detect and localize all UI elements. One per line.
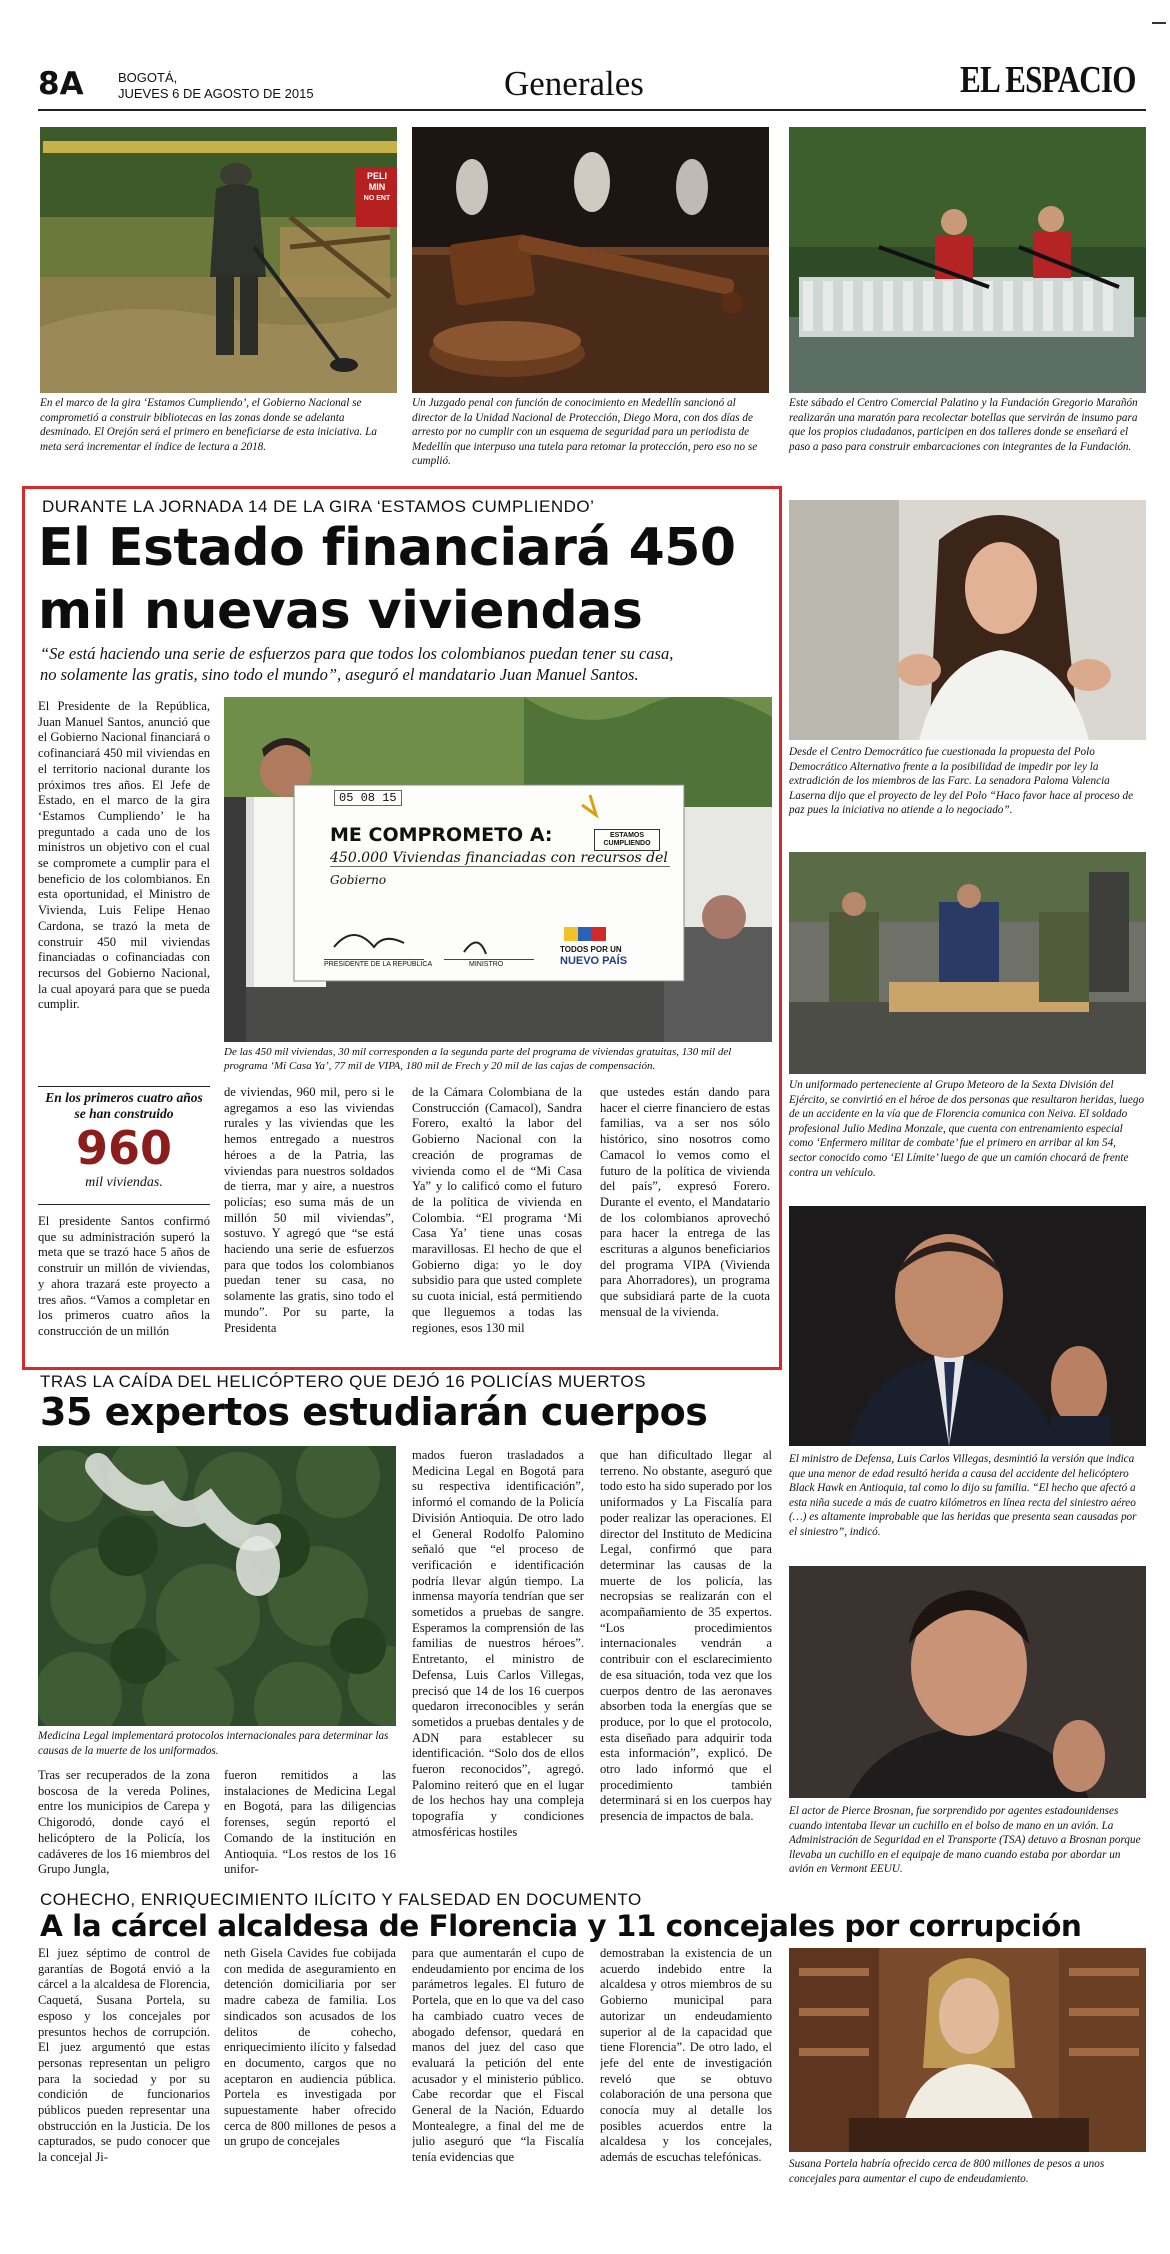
headline: A la cárcel alcaldesa de Florencia y 11 concejales por corrupción [40, 1909, 1082, 1943]
kicker: COHECHO, ENRIQUECIMIENTO ILÍCITO Y FALSEDAD EN DOCUMENTO [40, 1890, 642, 1909]
deck-line2: no solamente las gratis, sino todo el mundo”, aseguró el mandatario Juan Manuel Santos. [40, 665, 639, 684]
body-column: fueron remitidos a las instalaciones de Medicina Legal en Bogotá, para las diligencias forenses, según reportó el Comando de la institución en Antioquia. “Los restos de los 16 unifor- [224, 1768, 396, 1877]
masthead: EL ESPACIO [960, 59, 1136, 101]
check-line2: Gobierno [330, 873, 387, 887]
headline-line1: El Estado financiará 450 [38, 518, 736, 578]
photo-soldier-rescue [789, 852, 1146, 1074]
kicker: DURANTE LA JORNADA 14 DE LA GIRA ‘ESTAMOS CUMPLIENDO’ [42, 497, 595, 516]
caption-deminer: En el marco de la gira ‘Estamos Cumpliendo’, el Gobierno Nacional se comprometió a construir bibliotecas en las zonas donde se adelanta desminado. El Orejón será el primero en beneficiarse de esta iniciativa. La meta será incrementar el índice de lectura a 2018. [40, 397, 377, 453]
caption-defense-minister: El ministro de Defensa, Luis Carlos Villegas, desmintió la versión que indica que una menor de edad resultó herida a causa del accidente del helicóptero Black Hawk en Antioquia, tal como lo dijo su familia. “El hecho que afectó a esta niña sucede a más de cuatro kilómetros en línea recta del siniestro aéreo (…) es altamente improbable que las heridas que presenta sean causadas por el siniestro”, indicó. [789, 1453, 1137, 1538]
body-column: que han dificultado llegar al terreno. No obstante, aseguró que todo esto ha sido superado por los uniformados y La Fiscalía para poder realizar las operaciones. El director del Instituto de Medicina Legal, confirmó que para determinar las causas de la muerte de los policía, las necropsias se realizarán con el acompañamiento de 35 expertos. “Los procedimientos internacionales vendrán a contribuir con el esclarecimiento de esa situación, toda vez que los cuerpos dentro de las aeronaves absorben toda la energías que se produce, por lo que el protocolo, esta diseñado para adquirir toda esta información”, explicó. De otro lado informó que el procedimiento también determinará si en los cuerpos hay presencia de impactos de bala. [600, 1448, 772, 1824]
photo-caption: De las 450 mil viviendas, 30 mil corresponden a la segunda parte del programa de viviendas gratuitas, 130 mil del programa ‘Mi Casa Ya’, 77 mil de VIPA, 180 mil de Frech y 20 mil de las cajas de compensación. [224, 1046, 732, 1072]
sign-text [358, 171, 396, 204]
sign-text-line: MIN [368, 182, 386, 192]
body-column: para que aumentarán el cupo de endeudamiento por encima de los parámetros legales. El futuro de Portela, que en lo que va del caso ha cambiado cuatro veces de abogado defensor, quedará en manos del juez del caso que evaluará la petición del ente acusador y el ministerio público. Cabe recordar que el Fiscal General de la Nación, Eduardo Montealegre, a final del me de julio aseguró que “la Fiscalía tenía evidencias que [412, 1946, 584, 2165]
deck-line1: “Se está haciendo una serie de esfuerzos para que todos los colombianos puedan tener su casa, [40, 644, 674, 663]
headline-line2: mil nuevas viviendas [38, 581, 643, 641]
photo-gavel [412, 127, 769, 393]
body-column: que ustedes están dando para hacer el cierre financiero de estas familias, va a ser nos sólo histórico, sino nosotros como Camacol lo vemos como el futuro de la política de vivienda del país”, expresó Forero. Durante el evento, el Mandatario de los colombianos aprovechó para hacer la entrega de las escrituras a algunos beneficiarios del programa VIPA (Vivienda para Ahorradores), un programa que subsidiará parte de la cuota mensual de la vivienda. [600, 1085, 770, 1319]
header-city: BOGOTÁ, [118, 70, 178, 85]
corner-mark [1152, 22, 1166, 24]
section-title: Generales [504, 64, 644, 103]
photo-pierce-brosnan [789, 1566, 1146, 1798]
photo-caption: Medicina Legal implementará protocolos internacionales para determinar las causas de la muerte de los uniformados. [38, 1730, 389, 1757]
caption-soldier-rescue: Un uniformado perteneciente al Grupo Meteoro de la Sexta División del Ejército, se convirtió en el héroe de dos personas que resultaron heridas, luego de un accidente en la vía que de Florencia comunica con Neiva. El soldado profesional Julio Medina Monzale, que cuenta con entrenamiento especial como ‘Enfermero militar de combate’ fue el primero en arribar al km 54, sector conocido como ‘El Límite’ luego de que un camión chocará de frente contra un vehículo. [789, 1079, 1145, 1179]
page-number: 8A [38, 66, 84, 102]
caption-paloma-valencia: Desde el Centro Democrático fue cuestionada la propuesta del Polo Democrático Alternativo frente a la posibilidad de impedir por ley la extradición de los miembros de las Farc. La senadora Paloma Valencia Laserna dijo que el proyecto de ley del Polo “Haco favor hace al proceso de paz pues la iniciativa no atiende a lo negociado”. [789, 746, 1134, 817]
pull-quote-unit: mil viviendas. [85, 1175, 163, 1190]
body-column: El juez séptimo de control de garantías de Bogotá envió a la cárcel a la alcaldesa de Florencia, Caquetá, Susana Portela, su esposo y los concejales por presuntos hechos de corrupción. El juez argumentó que estas personas representan un peligro para la sociedad y por su condición de funcionarios públicos pueden representar una obstrucción en la Justicia. De los capturados, se pudo conocer que la concejal Ji- [38, 1946, 210, 2165]
pull-rule-bottom [38, 1204, 210, 1205]
body-column: de viviendas, 960 mil, pero si le agregamos a eso las viviendas rurales y las viviendas que les hemos entregado a nuestros héroes a de la Patria, las viviendas para nuestros soldados de tierra, mar y aire, a nuestros policías; eso suma más de un millón 50 mil viviendas”, sostuvo. Y agregó que “se está haciendo una serie de esfuerzos para que todos los colombianos puedan tener su casa, no solamente las gratis, sino todo el mundo”. Por su parte, la Presidenta [224, 1085, 394, 1335]
header-date: JUEVES 6 DE AGOSTO DE 2015 [118, 86, 314, 101]
photo-bottle-raft [789, 127, 1146, 393]
header-rule [38, 109, 1146, 111]
photo-caption: Susana Portela habría ofrecido cerca de 800 millones de pesos a unos concejales para aumentar el cupo de endeudamiento. [789, 2158, 1105, 2185]
photo-defense-minister [789, 1206, 1146, 1446]
sign-text-line: NO ENT [363, 195, 391, 202]
photo-deminer [40, 127, 397, 393]
caption-pierce-brosnan: El actor de Pierce Brosnan, fue sorprendido por agentes estadounidenses cuando intentaba llevar un cuchillo en el bolso de mano en un avión. La Administración de Seguridad en el Transporte (TSA) detuvo a Brosnan porque llevaba un cuchillo en el equipaje de mano cuando estaba por abordar un avión en Vermont EEUU. [789, 1805, 1141, 1876]
kicker: TRAS LA CAÍDA DEL HELICÓPTERO QUE DEJÓ 16 POLICÍAS MUERTOS [40, 1372, 646, 1391]
check-amount: 450.000 Viviendas financiadas con recursos del [330, 850, 670, 867]
pull-quote [38, 1086, 210, 1206]
sign-text-line: PELI [366, 171, 387, 181]
body-column: Tras ser recuperados de la zona boscosa de la vereda Polines, entre los municipios de Carepa y Chigorodó, donde cayó el helicóptero de la Policía, los cadáveres de los 16 miembros del Grupo Jungla, [38, 1768, 210, 1877]
check-logo-line2: NUEVO PAÍS [560, 955, 628, 967]
body-column: de la Cámara Colombiana de la Construcción (Camacol), Sandra Forero, exaltó la labor del Gobierno Nacional con la creación de programas de vivienda como el de “Mi Casa Ya” y lo calificó como el futuro de la política de vivienda en Colombia. “El programa ‘Mi Casa Ya’ tiene unas cosas maravillosas. El hecho de que el Gobierno diga: yo le doy subsidio para que usted complete su cuota inicial, está permitiendo que lleguemos a todas las regiones, esos 130 mil [412, 1085, 582, 1335]
check-logo-line1: TODOS POR UN [560, 945, 622, 954]
caption-bottle-raft: Este sábado el Centro Comercial Palatino y la Fundación Gregorio Marañón realizarán una maratón para recolectar botellas que servirán de insumo para que los propios ciudadanos, participen en dos talleres donde se enseñará el paso a paso para construir embarcaciones con integrantes de la Fundación. [789, 397, 1138, 453]
photo-paloma-valencia [789, 500, 1146, 740]
caption-gavel: Un Juzgado penal con función de conocimiento en Medellín sancionó al director de la Unidad Nacional de Protección, Diego Mora, con dos días de arresto por no cumplir con un esquema de seguridad para un periodista de Medellín que interpuso una tutela para retomar la protección, pero eso no se cumplió. [412, 397, 758, 468]
pull-rule-top [38, 1086, 210, 1087]
headline: 35 expertos estudiarán cuerpos [40, 1390, 708, 1434]
check-stamp: ESTAMOS CUMPLIENDO [594, 829, 660, 851]
pull-quote-number: 960 [75, 1121, 173, 1175]
pull-quote-intro: En los primeros cuatro años se han construido [45, 1090, 203, 1121]
body-column: neth Gisela Cavides fue cobijada con medida de aseguramiento en detención domiciliaria por ser madre cabeza de familia. Los sindicados son acusados de los delitos de cohecho, enriquecimiento ilícito y falsedad en documento, cargos que no aceptaron en audiencia pública. Portela es investigada por supuestamente haber ofrecido cerca de 800 millones de pesos a un grupo de concejales [224, 1946, 396, 2149]
photo-portela [789, 1948, 1146, 2152]
body-column: demostraban la existencia de un acuerdo indebido entre la alcaldesa y otros miembros de su Gobierno municipal para autorizar un endeudamiento superior al de la capacidad que tiene Florencia”. De otro lado, el jefe del ente de investigación reveló que se obtuvo colaboración de una persona que conocía muy al detalle los posibles acuerdos entre la alcaldesa y los concejales, además de escuchas telefónicas. [600, 1946, 772, 2165]
check-date: 05 08 15 [334, 790, 402, 806]
body-column: mados fueron trasladados a Medicina Legal en Bogotá para su respectiva identificación”, informó el comando de la Policía División Antioquia. De otro lado el General Rodolfo Palomino señaló que “el proceso de verificación e identificación podría llevar algún tiempo. La inmensa mayoría tendrían que ser sometidos a pruebas de sangre. Esperamos la comprensión de las familias de nuestros héroes”. Entretanto, el ministro de Defensa, Luis Carlos Villegas, precisó que 14 de los 16 cuerpos quedaron irreconocibles y serán sometidos a pruebas dentales y de ADN para establecer su identificación. “Solo dos de ellos fueron reconocidos”, agregó. Palomino reiteró que en el lugar de los hechos hay una compleja topografía y condiciones atmosféricas hostiles [412, 1448, 584, 1839]
check-signature-label: MINISTRO [469, 961, 504, 968]
body-column: El Presidente de la República, Juan Manuel Santos, anunció que el Gobierno Nacional financiará o cofinanciará 450 mil viviendas en el territorio nacional durante los próximos tres años. El Jefe de Estado, en el marco de la gira ‘Estamos Cumpliendo’ le ha preguntado a cada uno de los ministros un objetivo con el cual se compromete a cumplir para el beneficio de los colombianos. En esta oportunidad, el Ministro de Vivienda, Luis Felipe Henao Cardona, se trazó la meta de construir 450 mil viviendas financiadas o cofinanciadas con recursos del Gobierno Nacional, la cual apoyará para que se pueda cumplir. [38, 699, 210, 1012]
body-column: El presidente Santos confirmó que su administración superó la meta que se trazó hace 5 años de construir un millón de viviendas, y ahora trazará este proyecto a tres años. “Vamos a completar en los primeros cuatro años la construcción de un millón [38, 1214, 210, 1338]
check-signature-label: PRESIDENTE DE LA REPÚBLICA [324, 961, 433, 968]
check-title: ME COMPROMETO A: [330, 824, 553, 846]
photo-santos-check [224, 697, 772, 1042]
photo-jungle-smoke [38, 1446, 396, 1726]
